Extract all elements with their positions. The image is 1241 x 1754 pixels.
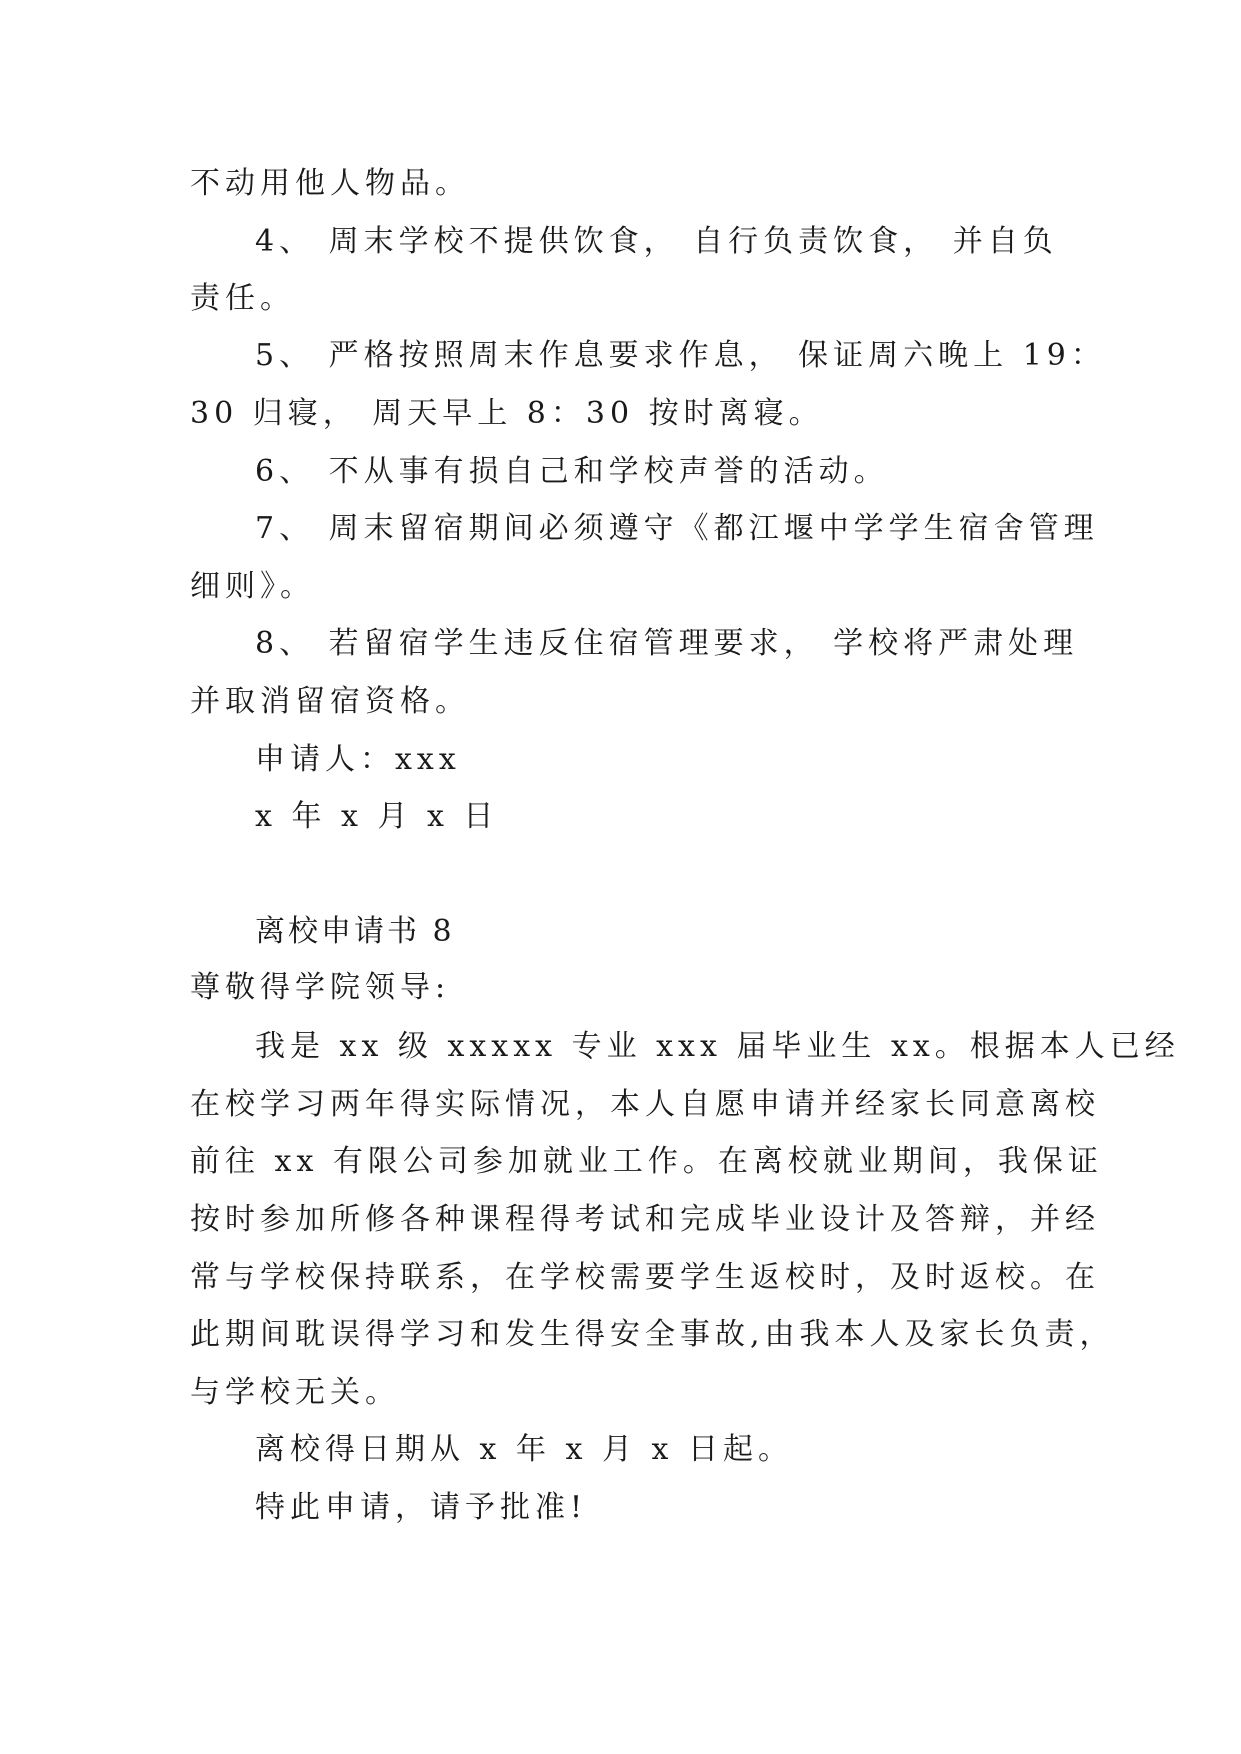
text-line: 8、 若留宿学生违反住宿管理要求， 学校将严肃处理 <box>255 626 1079 661</box>
text-line: 与学校无关。 <box>190 1375 400 1410</box>
text-line: 我是 xx 级 xxxxx 专业 xxx 届毕业生 xx。根据本人已经 <box>255 1029 1180 1064</box>
text-line: 责任。 <box>190 281 295 316</box>
closing-line: 特此申请，请予批准! <box>255 1490 588 1525</box>
text-line: 此期间耽误得学习和发生得安全事故,由我本人及家长负责， <box>190 1317 1115 1352</box>
applicant-line: 申请人：xxx <box>255 742 461 777</box>
text-line: 7、 周末留宿期间必须遵守《都江堰中学学生宿舍管理 <box>255 511 1099 546</box>
text-line: 并取消留宿资格。 <box>190 684 470 719</box>
text-line: 在校学习两年得实际情况，本人自愿申请并经家长同意离校 <box>190 1087 1100 1122</box>
text-line: 前往 xx 有限公司参加就业工作。在离校就业期间，我保证 <box>190 1144 1103 1179</box>
text-line: 6、 不从事有损自己和学校声誉的活动。 <box>255 454 889 489</box>
text-line: 离校得日期从 x 年 x 月 x 日起。 <box>255 1432 793 1467</box>
text-line: 30 归寝， 周天早上 8：30 按时离寝。 <box>190 396 824 431</box>
text-line: 不动用他人物品。 <box>190 166 470 201</box>
salutation: 尊敬得学院领导: <box>190 970 451 1005</box>
text-line: 按时参加所修各种课程得考试和完成毕业设计及答辩，并经 <box>190 1202 1100 1237</box>
text-line: 常与学校保持联系，在学校需要学生返校时，及时返校。在 <box>190 1260 1100 1295</box>
text-line: 5、 严格按照周末作息要求作息， 保证周六晚上 19： <box>255 338 1106 373</box>
section-title: 离校申请书 8 <box>255 914 455 949</box>
text-line: 细则》。 <box>190 569 315 604</box>
text-line: 4、 周末学校不提供饮食， 自行负责饮食， 并自负 <box>255 224 1058 259</box>
date-line: x 年 x 月 x 日 <box>255 799 499 834</box>
